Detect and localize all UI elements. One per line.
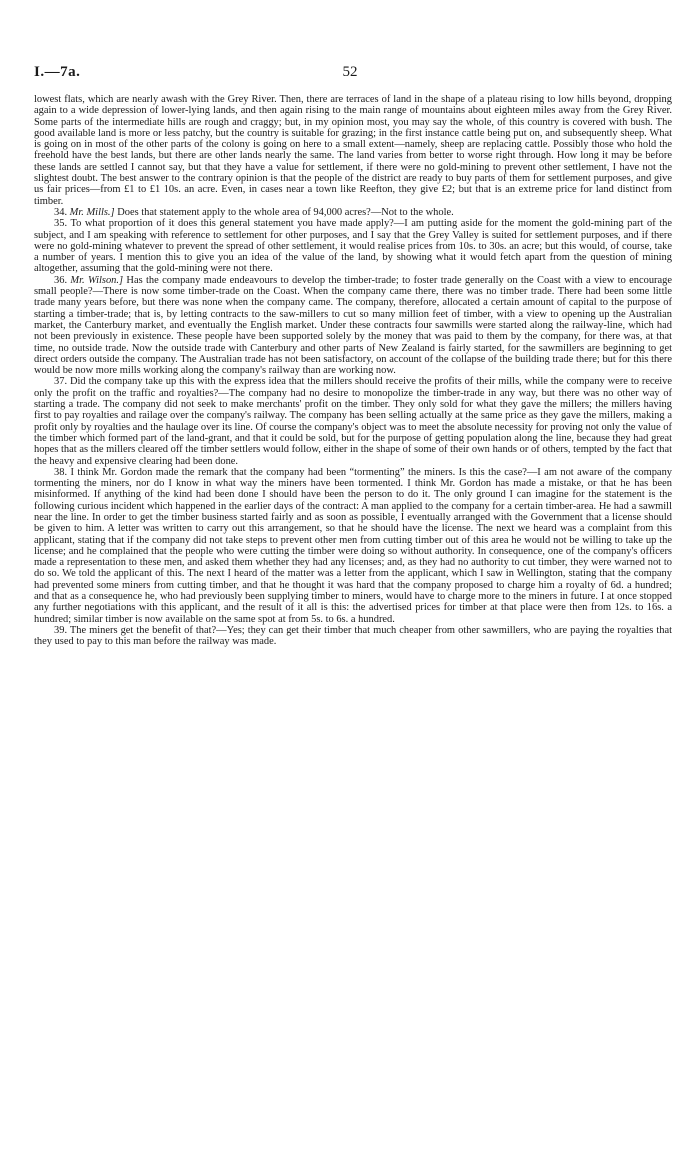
question-38	[34, 467, 672, 625]
question-36	[34, 275, 672, 377]
question-number: 38.	[54, 466, 68, 478]
paragraph-text: To what proportion of it does this general statement you have made apply?—I am putting aside for the moment the gold-mining part of the subject, and I am speaking with reference to settlement for other purposes, and I say that the Grey Valley is suited for settlement purposes, and if there were no gold-mining whatever to prevent the spread of other settlement, it would realise prices from 10s. to 30s. an acre; but this would, of course, take a number of years. I mention this to give you an idea of the value of the land, by showing what it would fetch apart from the question of mining altogether, assuming that the gold-mining were not there.	[34, 218, 672, 275]
question-39	[34, 625, 672, 648]
paragraph-text: Does that statement apply to the whole area of 94,000 acres?—Not to the whole.	[117, 206, 454, 218]
question-number: 39.	[54, 624, 68, 636]
paragraph-text: Did the company take up this with the express idea that the millers should receive the profits of their mills, while the company were to receive only the profit on the traffic and royalties?—The company had no desire to monopolize the timber-trade in any way, but there was no other way of starting a trade. The company did not seek to make merchants' profit on the timber. They only sold for what they gave the millers; the millers having first to pay royalties and railage over the company's railway. The company has been selling actually at the same price as they gave the millers, making a profit only by royalties and the haulage over its line. Of course the company's object was to meet the absolute necessity for proving not only the value of the timber which formed part of the land-grant, and that it could be sold, but for the purpose of getting population along the line, because they had great hopes that as the millers cleared off the timber settlers would follow, either in the shape of some of their own hands or of others, tempted by the fact that the heavy and expensive clearing had been done.	[34, 376, 673, 467]
paragraph-text: I think Mr. Gordon made the remark that the company had been “tormenting” the miners. Is this the case?—I am not aware of the company tormenting the miners, nor do I know in what way the miners have been tormented. I think Mr. Gordon has made a mistake, or that he has been misinformed. If anything of the kind had been done I should have been the person to do it. The only ground I can imagine for the statement is the following curious incident which happened in the earlier days of the contract: A man applied to the company for a certain timber-area. He had a sawmill near the line. In order to get the timber business started fairly and as soon as possible, I eventually arranged with the Government that a license should be given to him. A letter was written to carry out this arrangement, so that he should have the license. The next we heard was a complaint from this applicant, stating that if the company did not take steps to prevent other men from cutting timber out of this area he would not be willing to take up the license; and he complained that the people who were cutting the timber were doing so without authority. In consequence, one of the company's officers made a representation to these men, and asked them whether they had any licenses; and, as they had no authority to cut timber, they were warned not to do so. We told the applicant of this. The next I heard of the matter was a letter from the applicant, which I saw in Wellington, stating that the company had prevented some miners from cutting timber, and that he thought it was hard that the company proposed to charge him a royalty of 6d. a hundred; and that as a consequence he, who had previously been supplying timber to miners, would have to charge more to the miners in future. I at once stopped any further negotiations with this applicant, and the result of it all is this: the advertised prices for timber at that place were then from 12s. to 16s. a hundred; similar timber is now available on the same spot at from 5s. to 6s. a hundred.	[34, 466, 673, 625]
paragraph-text: lowest flats, which are nearly awash with the Grey River. Then, there are terraces of land in the shape of a plateau rising to low hills beyond, dropping again to a wide depression of lower-lying lands, and then again rising to the main range of mountains about eighteen miles away from the Grey River. Some parts of the intermediate hills are rough and craggy; but, in my opinion most, you may say the whole, of this country is covered with bush. The good available land is more or less patchy, but the country is suitable for grazing; in the first instance cattle being put on, and subsequently sheep. What is going on in most of the other parts of the colony is going on here to a small extent—namely, sheep are replacing cattle. Possibly those who hold the freehold have the best lands, but there are other lands nearly the same. The land varies from better to worse right through. How long it may be before these lands are settled I cannot say, but that they have a value for settlement, if there were no gold-mining to prevent other settlement, I have not the slightest doubt. The best answer to the contrary opinion is that the people of the district are ready to buy parts of them for settlement purposes, and give us fair prices—from £1 to £1 10s. an acre. Even, in cases near a town like Reefton, they give £2; but that is an extreme price for land distinct from timber.	[34, 94, 672, 207]
page-number: 52	[342, 64, 358, 80]
question-34	[34, 207, 672, 218]
document-reference: I.—7a.	[34, 64, 81, 80]
paragraph-text: The miners get the benefit of that?—Yes; they can get their timber that much cheaper from other sawmillers, who are paying the royalties that they used to pay to this man before the railway was made.	[34, 624, 672, 648]
paragraph-text: Has the company made endeavours to develop the timber-trade; to foster trade generally on the Coast with a view to encourage small people?—There is now some timber-trade on the Coast. When the company came there, there was no timber trade. There had been some little trade many years before, but there was none when the company came. The company, therefore, allocated a certain amount of capital to the purpose of starting a timber-trade; that is, by letting contracts to the saw-millers to cut so many million feet of timber, with a view to opening up the Australian market, the Canterbury market, and eventually the English market. Under these contracts four sawmills were started along the railway-line, which had not been previously in existence. These people have been supported solely by the money that was paid to them by the company, for there was, at that time, no outside trade. Now the outside trade with Canterbury and other parts of New Zealand is fairly started, for the sawmillers are beginning to get direct orders outside the company. The Australian trade has not been satisfactory, on account of the collapse of the building trade there; but for this there would be now more mills working along the company's railway than are working now.	[34, 274, 673, 377]
paragraph-continuation	[34, 94, 672, 207]
question-35	[34, 218, 672, 274]
question-number: 36.	[54, 274, 68, 286]
speaker-label: Mr. Mills.]	[69, 206, 115, 218]
question-37	[34, 376, 672, 466]
speaker-label: Mr. Wilson.]	[70, 274, 124, 286]
question-number: 37.	[54, 376, 68, 388]
question-number: 35.	[54, 218, 68, 230]
document-body	[34, 94, 672, 648]
question-number: 34.	[54, 206, 68, 218]
